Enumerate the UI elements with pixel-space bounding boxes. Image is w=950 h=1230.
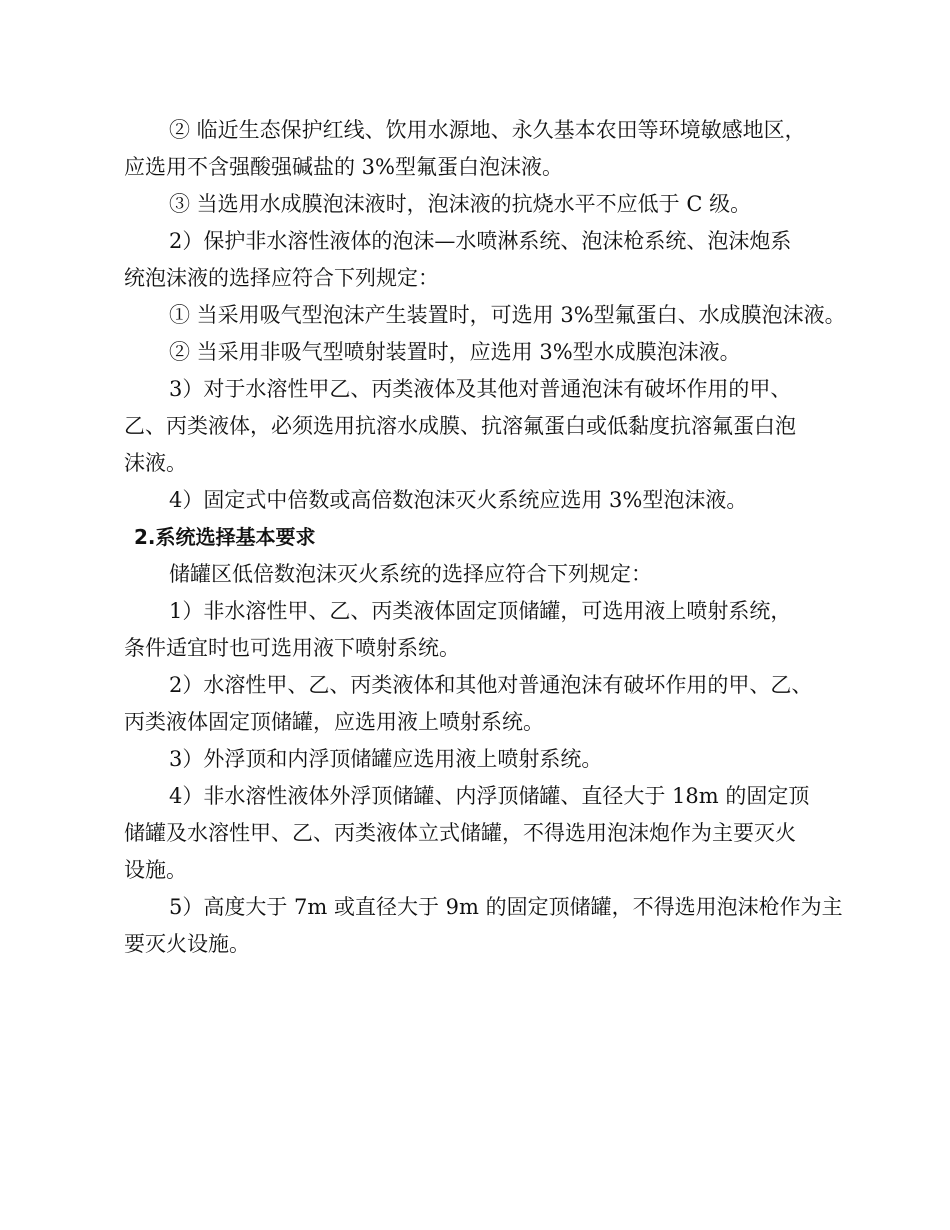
paragraph-line: 条件适宜时也可选用液下喷射系统。 <box>124 636 460 660</box>
paragraph-line: 要灭火设施。 <box>124 932 250 956</box>
section-heading: 2.系统选择基本要求 <box>134 525 316 549</box>
paragraph-line: 5）高度大于 7m 或直径大于 9m 的固定顶储罐，不得选用泡沫枪作为主 <box>169 895 843 919</box>
paragraph-line: 储罐及水溶性甲、乙、丙类液体立式储罐，不得选用泡沫炮作为主要灭火 <box>124 821 796 845</box>
paragraph-line: ② 当采用非吸气型喷射装置时，应选用 3%型水成膜泡沫液。 <box>169 340 741 364</box>
paragraph-line: 统泡沫液的选择应符合下列规定： <box>124 266 439 290</box>
document-body <box>124 112 864 963</box>
paragraph-line: ② 临近生态保护红线、饮用水源地、永久基本农田等环境敏感地区， <box>169 118 806 142</box>
paragraph-line: 3）外浮顶和内浮顶储罐应选用液上喷射系统。 <box>169 747 603 771</box>
paragraph-line: 4）非水溶性液体外浮顶储罐、内浮顶储罐、直径大于 18m 的固定顶 <box>169 784 810 808</box>
paragraph-line: ① 当采用吸气型泡沫产生装置时，可选用 3%型氟蛋白、水成膜泡沫液。 <box>169 303 846 327</box>
paragraph-line: 2）保护非水溶性液体的泡沫—水喷淋系统、泡沫枪系统、泡沫炮系 <box>169 229 792 253</box>
paragraph-line: ③ 当选用水成膜泡沫液时，泡沫液的抗烧水平不应低于 C 级。 <box>169 192 752 216</box>
paragraph-line: 储罐区低倍数泡沫灭火系统的选择应符合下列规定： <box>169 562 652 586</box>
paragraph-line: 丙类液体固定顶储罐，应选用液上喷射系统。 <box>124 710 544 734</box>
paragraph-line: 1）非水溶性甲、乙、丙类液体固定顶储罐，可选用液上喷射系统， <box>169 599 792 623</box>
paragraph-line: 设施。 <box>124 858 187 882</box>
paragraph-line: 3）对于水溶性甲乙、丙类液体及其他对普通泡沫有破坏作用的甲、 <box>169 377 792 401</box>
paragraph-line: 沫液。 <box>124 451 187 475</box>
paragraph-line: 应选用不含强酸强碱盐的 3%型氟蛋白泡沫液。 <box>124 155 563 179</box>
paragraph-line: 乙、丙类液体，必须选用抗溶水成膜、抗溶氟蛋白或低黏度抗溶氟蛋白泡 <box>124 414 796 438</box>
paragraph-line: 4）固定式中倍数或高倍数泡沫灭火系统应选用 3%型泡沫液。 <box>169 488 748 512</box>
paragraph-line: 2）水溶性甲、乙、丙类液体和其他对普通泡沫有破坏作用的甲、乙、 <box>169 673 813 697</box>
